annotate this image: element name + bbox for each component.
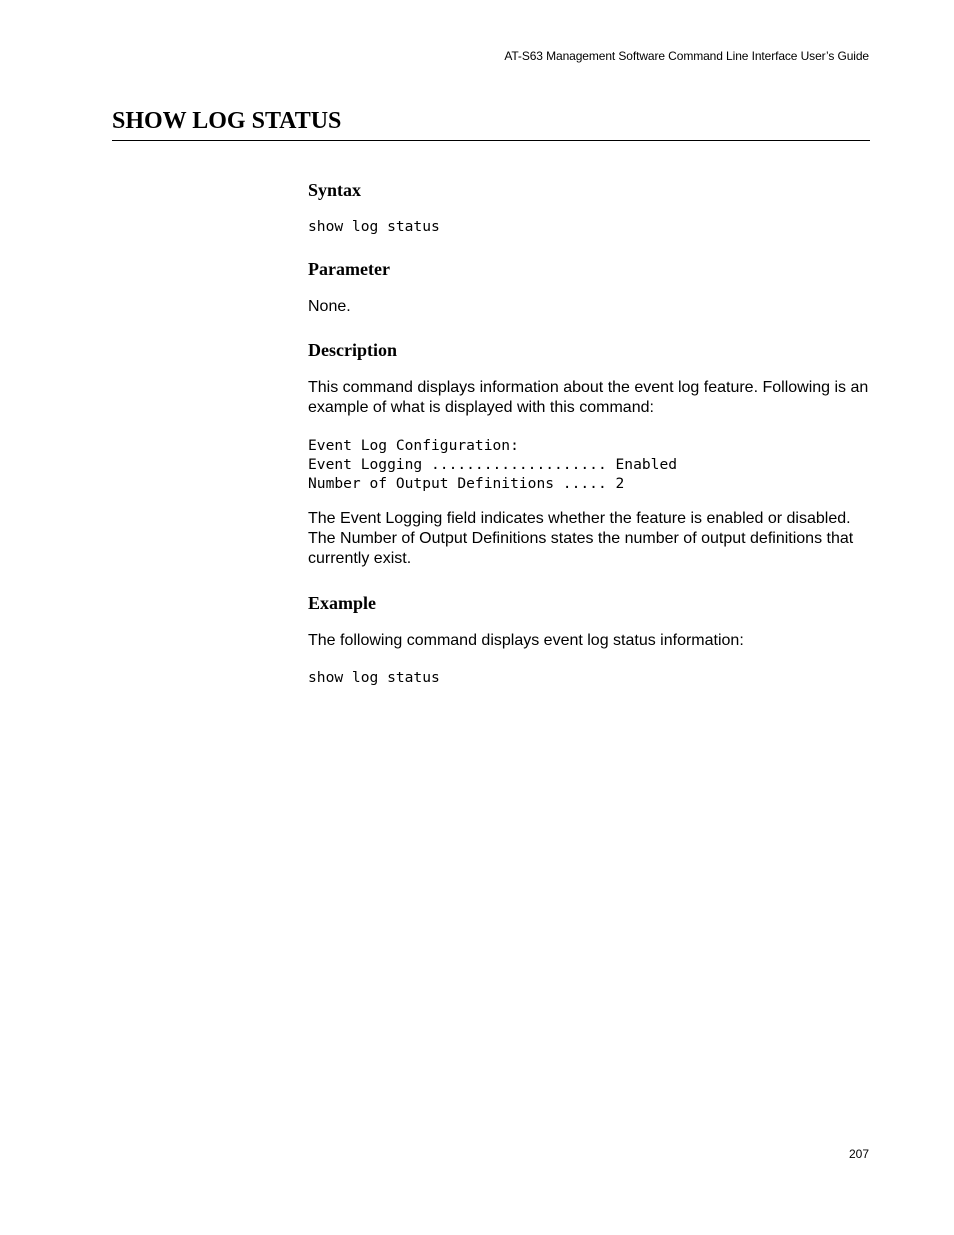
page-title: SHOW LOG STATUS	[112, 108, 342, 134]
description-heading: Description	[308, 340, 397, 360]
description-code-line-1: Event Log Configuration:	[308, 437, 519, 454]
parameter-heading: Parameter	[308, 259, 390, 279]
parameter-text: None.	[308, 298, 351, 315]
description-intro: This command displays information about the event log feature. Following is an example of what is displayed with this command:	[308, 379, 869, 416]
title-rule	[112, 140, 870, 141]
description-code-line-3: Number of Output Definitions ..... 2	[308, 475, 625, 492]
running-header: AT-S63 Management Software Command Line Interface User’s Guide	[504, 49, 869, 63]
example-text: The following command displays event log status information:	[308, 632, 744, 649]
description-code-line-2: Event Logging .................... Enabled	[308, 456, 678, 473]
syntax-code: show log status	[308, 218, 440, 235]
page-number: 207	[848, 1147, 869, 1161]
example-code: show log status	[308, 669, 440, 686]
syntax-heading: Syntax	[308, 180, 362, 200]
example-heading: Example	[308, 593, 377, 613]
description-explanation: The Event Logging field indicates whether the feature is enabled or disabled. The Number of Output Definitions states the number of output definitions that currently exist.	[308, 510, 854, 567]
